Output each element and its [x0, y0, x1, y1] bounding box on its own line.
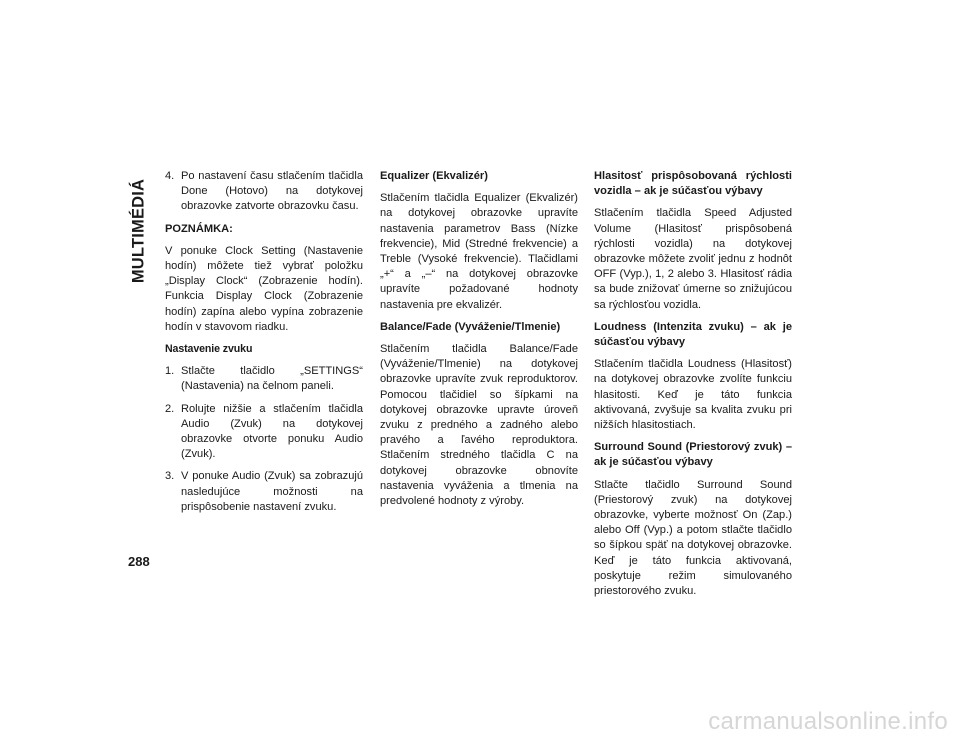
equalizer-text: Stlačením tlačidla Equalizer (Ekvalizér) na dotykovej obrazovke upravíte nastavenia parametrov Bass (Nízke frekvencie), Mid (Stredné frekvencie) a Treble (Vysoké frekvencie). Tlačidlami „+“ a „–“ na dotykovej obrazovke upravíte požadované hodnoty nastavenia pre ekvalizér.: [380, 192, 578, 311]
note-text: V ponuke Clock Setting (Nastavenie hodín) môžete tiež vybrať položku „Display Clock“ (Zobrazenie hodín). Funkcia Display Clock (Zobrazenie hodín) zapína alebo vypína zobrazenie hodín v stavovom riadku.: [165, 244, 363, 333]
page-number: 288: [128, 554, 150, 569]
note-title: POZNÁMKA:: [165, 222, 233, 235]
balance-fade-text: Stlačením tlačidla Balance/Fade (Vyváženie/Tlmenie) na dotykovej obrazovke upravíte zvuk reproduktorov. Pomocou tlačidiel so šípkami na dotykovej obrazovke upravte úroveň zvuku z predného a zadného alebo pravého a ľavého reproduktora. Stlačením stredného tlačidla C na dotykovej obrazovke obnovíte nastavenia vyváženia a tlmenia na predvolené hodnoty z výroby.: [380, 343, 578, 508]
list-item: [165, 402, 363, 463]
list-item-number: 4.: [165, 170, 175, 182]
loudness-text: Stlačením tlačidla Loudness (Hlasitosť) na dotykovej obrazovke zvolíte funkciu hlasitosti. Keď je táto funkcia aktivovaná, zvyšuje sa kvalita zvuku pri nižších hlasitostiach.: [594, 358, 792, 432]
column-middle: [380, 169, 578, 516]
speed-volume-heading: Hlasitosť prispôsobovaná rýchlosti vozidla – ak je súčasťou výbavy: [594, 170, 792, 198]
speed-volume-text: Stlačením tlačidla Speed Adjusted Volume (Hlasitosť prispôsobená rýchlosti vozidla) na dotykovej obrazovke môžete zvoliť jednu z hodnôt OFF (Vyp.), 1, 2 alebo 3. Hlasitosť rádia sa bude znižovať úmerne so znižujúcou sa rýchlosťou vozidla.: [594, 207, 792, 311]
loudness-heading: Loudness (Intenzita zvuku) – ak je súčasťou výbavy: [594, 320, 792, 349]
column-left: [165, 169, 363, 522]
section-subheading: Nastavenie zvuku: [165, 343, 253, 356]
balance-fade-heading: Balance/Fade (Vyváženie/Tlmenie): [380, 320, 561, 333]
list-item-number: 1.: [165, 365, 175, 378]
section-side-label: [128, 168, 150, 293]
list-item-text: Rolujte nižšie a stlačením tlačidla Audio (Zvuk) na dotykovej obrazovke otvorte ponuku Audio (Zvuk).: [181, 402, 363, 461]
equalizer-heading: Equalizer (Ekvalizér): [380, 170, 488, 182]
list-item-text: Stlačte tlačidlo „SETTINGS“ (Nastavenia) na čelnom paneli.: [181, 365, 363, 393]
watermark: carmanualsonline.info: [708, 708, 948, 735]
list-item-number: 3.: [165, 470, 175, 483]
column-right: [594, 169, 792, 606]
list-item-text: Po nastavení času stlačením tlačidla Done (Hotovo) na dotykovej obrazovke zatvorte obrazovku času.: [181, 170, 363, 213]
list-item: [165, 169, 363, 215]
section-label-text: MULTIMÉDIÁ: [129, 178, 148, 283]
list-item-text: V ponuke Audio (Zvuk) sa zobrazujú nasledujúce možnosti na prispôsobenie nastavení zvuku.: [181, 470, 363, 513]
surround-heading: Surround Sound (Priestorový zvuk) – ak je súčasťou výbavy: [594, 441, 792, 469]
surround-text: Stlačte tlačidlo Surround Sound (Priestorový zvuk) na dotykovej obrazovke, vyberte možnosť On (Zap.) alebo Off (Vyp.) a potom stlačte tlačidlo so šípkou späť na dotykovej obrazovke. Keď je táto funkcia aktivovaná, poskytuje režim simulovaného priestorového zvuku.: [594, 478, 792, 598]
list-item: [165, 469, 363, 515]
list-item: [165, 364, 363, 394]
list-item-number: 2.: [165, 402, 175, 415]
